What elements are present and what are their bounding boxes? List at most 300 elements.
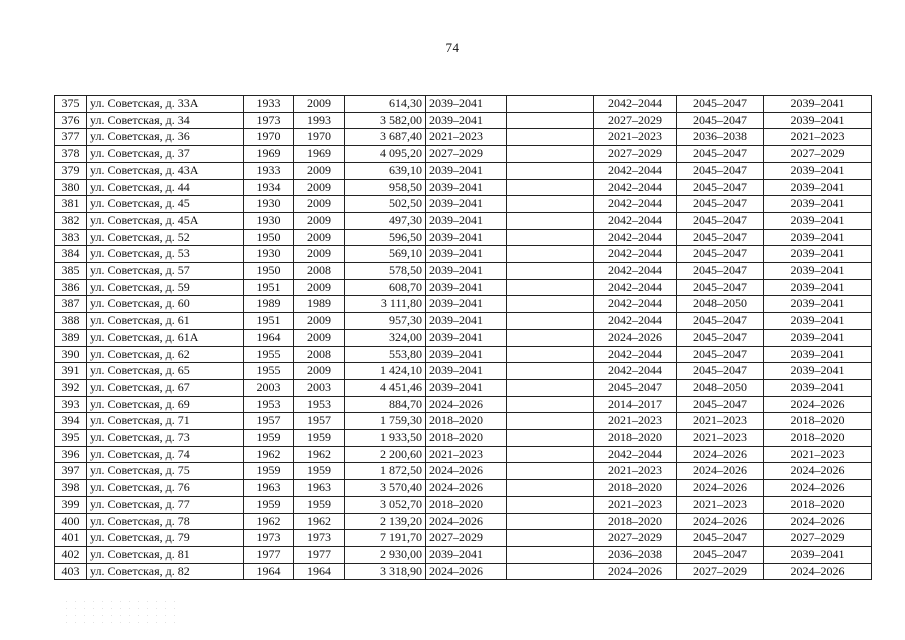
table-row (55, 296, 872, 313)
table-row (55, 313, 872, 330)
cell-period-4: 2045–2047 (677, 263, 764, 280)
cell-period-3: 2021–2023 (594, 463, 677, 480)
cell-period-3: 2042–2044 (594, 196, 677, 213)
table-row (55, 463, 872, 480)
cell-period-2 (507, 129, 594, 146)
cell-period-1: 2039–2041 (426, 279, 507, 296)
cell-period-2 (507, 146, 594, 163)
cell-area: 884,70 (345, 396, 426, 413)
cell-row-number: 399 (55, 496, 87, 513)
cell-year-overhaul: 1959 (294, 430, 345, 447)
cell-area: 502,50 (345, 196, 426, 213)
cell-period-2 (507, 196, 594, 213)
cell-year-overhaul: 1993 (294, 112, 345, 129)
cell-area: 1 424,10 (345, 363, 426, 380)
cell-period-1: 2039–2041 (426, 212, 507, 229)
table-row (55, 279, 872, 296)
cell-address: ул. Советская, д. 73 (87, 430, 244, 447)
cell-period-1: 2039–2041 (426, 296, 507, 313)
cell-address: ул. Советская, д. 61А (87, 329, 244, 346)
cell-period-5: 2039–2041 (764, 279, 872, 296)
cell-row-number: 402 (55, 546, 87, 563)
cell-period-4: 2024–2026 (677, 513, 764, 530)
cell-year-overhaul: 1953 (294, 396, 345, 413)
cell-period-4: 2045–2047 (677, 363, 764, 380)
cell-row-number: 395 (55, 430, 87, 447)
cell-area: 596,50 (345, 229, 426, 246)
cell-year-overhaul: 2009 (294, 313, 345, 330)
cell-period-3: 2014–2017 (594, 396, 677, 413)
cell-period-5: 2018–2020 (764, 413, 872, 430)
cell-row-number: 403 (55, 563, 87, 580)
cell-year-built: 1930 (244, 246, 294, 263)
cell-year-overhaul: 2009 (294, 363, 345, 380)
cell-address: ул. Советская, д. 76 (87, 480, 244, 497)
cell-period-2 (507, 112, 594, 129)
cell-period-5: 2039–2041 (764, 112, 872, 129)
cell-period-2 (507, 162, 594, 179)
cell-period-3: 2042–2044 (594, 313, 677, 330)
cell-period-5: 2024–2026 (764, 396, 872, 413)
cell-period-2 (507, 313, 594, 330)
cell-address: ул. Советская, д. 78 (87, 513, 244, 530)
cell-address: ул. Советская, д. 75 (87, 463, 244, 480)
cell-period-4: 2024–2026 (677, 463, 764, 480)
cell-year-built: 1973 (244, 112, 294, 129)
cell-period-1: 2039–2041 (426, 162, 507, 179)
cell-period-4: 2045–2047 (677, 313, 764, 330)
cell-year-overhaul: 2008 (294, 346, 345, 363)
cell-year-built: 1950 (244, 263, 294, 280)
cell-period-2 (507, 229, 594, 246)
cell-period-2 (507, 96, 594, 113)
cell-year-built: 1959 (244, 430, 294, 447)
cell-period-1: 2024–2026 (426, 396, 507, 413)
cell-period-3: 2018–2020 (594, 480, 677, 497)
cell-year-overhaul: 2009 (294, 196, 345, 213)
cell-period-5: 2039–2041 (764, 546, 872, 563)
cell-period-2 (507, 363, 594, 380)
table-row (55, 146, 872, 163)
cell-address: ул. Советская, д. 59 (87, 279, 244, 296)
cell-period-4: 2045–2047 (677, 162, 764, 179)
cell-year-overhaul: 1959 (294, 496, 345, 513)
cell-year-overhaul: 2009 (294, 96, 345, 113)
cell-period-4: 2024–2026 (677, 480, 764, 497)
cell-period-1: 2039–2041 (426, 179, 507, 196)
table-row (55, 96, 872, 113)
cell-period-1: 2027–2029 (426, 530, 507, 547)
cell-area: 1 872,50 (345, 463, 426, 480)
cell-period-1: 2039–2041 (426, 112, 507, 129)
cell-address: ул. Советская, д. 69 (87, 396, 244, 413)
cell-period-5: 2024–2026 (764, 513, 872, 530)
table-row (55, 162, 872, 179)
cell-period-4: 2045–2047 (677, 196, 764, 213)
cell-period-4: 2045–2047 (677, 229, 764, 246)
cell-row-number: 396 (55, 446, 87, 463)
cell-period-4: 2048–2050 (677, 296, 764, 313)
cell-area: 2 200,60 (345, 446, 426, 463)
cell-year-overhaul: 1969 (294, 146, 345, 163)
cell-year-overhaul: 2008 (294, 263, 345, 280)
cell-year-overhaul: 2009 (294, 162, 345, 179)
cell-year-overhaul: 1962 (294, 513, 345, 530)
cell-period-5: 2039–2041 (764, 363, 872, 380)
cell-row-number: 386 (55, 279, 87, 296)
cell-period-1: 2021–2023 (426, 129, 507, 146)
cell-address: ул. Советская, д. 37 (87, 146, 244, 163)
cell-period-1: 2021–2023 (426, 446, 507, 463)
cell-year-built: 1964 (244, 329, 294, 346)
cell-year-overhaul: 2009 (294, 179, 345, 196)
cell-period-4: 2036–2038 (677, 129, 764, 146)
cell-row-number: 400 (55, 513, 87, 530)
cell-period-1: 2039–2041 (426, 379, 507, 396)
table-row (55, 112, 872, 129)
table-row (55, 563, 872, 580)
cell-period-5: 2039–2041 (764, 196, 872, 213)
cell-row-number: 392 (55, 379, 87, 396)
cell-period-3: 2036–2038 (594, 546, 677, 563)
table-row (55, 196, 872, 213)
cell-year-built: 1964 (244, 563, 294, 580)
cell-row-number: 383 (55, 229, 87, 246)
cell-row-number: 384 (55, 246, 87, 263)
cell-year-built: 1955 (244, 346, 294, 363)
cell-period-1: 2027–2029 (426, 146, 507, 163)
cell-address: ул. Советская, д. 60 (87, 296, 244, 313)
cell-period-5: 2039–2041 (764, 263, 872, 280)
cell-row-number: 391 (55, 363, 87, 380)
table-row (55, 379, 872, 396)
cell-year-overhaul: 2009 (294, 329, 345, 346)
cell-period-2 (507, 480, 594, 497)
cell-year-overhaul: 1957 (294, 413, 345, 430)
cell-period-2 (507, 413, 594, 430)
cell-year-built: 1973 (244, 530, 294, 547)
cell-period-3: 2024–2026 (594, 329, 677, 346)
cell-period-1: 2018–2020 (426, 496, 507, 513)
cell-period-4: 2045–2047 (677, 112, 764, 129)
cell-period-3: 2042–2044 (594, 296, 677, 313)
cell-period-5: 2018–2020 (764, 430, 872, 447)
cell-period-4: 2045–2047 (677, 246, 764, 263)
cell-year-overhaul: 2009 (294, 212, 345, 229)
cell-row-number: 379 (55, 162, 87, 179)
cell-period-5: 2039–2041 (764, 96, 872, 113)
cell-period-4: 2045–2047 (677, 179, 764, 196)
cell-period-5: 2039–2041 (764, 246, 872, 263)
cell-row-number: 398 (55, 480, 87, 497)
cell-period-2 (507, 246, 594, 263)
cell-year-built: 1989 (244, 296, 294, 313)
cell-year-overhaul: 1973 (294, 530, 345, 547)
cell-period-4: 2045–2047 (677, 212, 764, 229)
cell-period-1: 2039–2041 (426, 363, 507, 380)
cell-year-overhaul: 2009 (294, 246, 345, 263)
table-row (55, 496, 872, 513)
cell-year-built: 1950 (244, 229, 294, 246)
cell-period-3: 2045–2047 (594, 379, 677, 396)
cell-area: 614,30 (345, 96, 426, 113)
cell-address: ул. Советская, д. 52 (87, 229, 244, 246)
cell-period-5: 2027–2029 (764, 146, 872, 163)
cell-period-5: 2039–2041 (764, 229, 872, 246)
cell-period-5: 2024–2026 (764, 480, 872, 497)
cell-year-built: 1930 (244, 196, 294, 213)
cell-period-1: 2018–2020 (426, 430, 507, 447)
cell-period-2 (507, 430, 594, 447)
cell-period-3: 2021–2023 (594, 413, 677, 430)
cell-area: 608,70 (345, 279, 426, 296)
cell-area: 639,10 (345, 162, 426, 179)
cell-period-2 (507, 279, 594, 296)
cell-period-4: 2021–2023 (677, 430, 764, 447)
cell-area: 497,30 (345, 212, 426, 229)
cell-area: 4 451,46 (345, 379, 426, 396)
cell-row-number: 385 (55, 263, 87, 280)
cell-period-5: 2039–2041 (764, 379, 872, 396)
cell-row-number: 388 (55, 313, 87, 330)
cell-year-built: 1934 (244, 179, 294, 196)
cell-area: 3 318,90 (345, 563, 426, 580)
cell-year-built: 1970 (244, 129, 294, 146)
cell-period-1: 2039–2041 (426, 546, 507, 563)
cell-period-2 (507, 513, 594, 530)
cell-address: ул. Советская, д. 44 (87, 179, 244, 196)
cell-period-4: 2045–2047 (677, 346, 764, 363)
cell-period-5: 2021–2023 (764, 129, 872, 146)
cell-area: 2 930,00 (345, 546, 426, 563)
cell-period-1: 2039–2041 (426, 229, 507, 246)
cell-period-4: 2045–2047 (677, 279, 764, 296)
cell-year-overhaul: 1989 (294, 296, 345, 313)
cell-address: ул. Советская, д. 36 (87, 129, 244, 146)
cell-period-1: 2024–2026 (426, 480, 507, 497)
cell-period-3: 2042–2044 (594, 363, 677, 380)
cell-year-built: 2003 (244, 379, 294, 396)
cell-period-5: 2039–2041 (764, 329, 872, 346)
cell-area: 324,00 (345, 329, 426, 346)
cell-period-1: 2018–2020 (426, 413, 507, 430)
cell-period-3: 2042–2044 (594, 212, 677, 229)
cell-year-overhaul: 1977 (294, 546, 345, 563)
cell-area: 1 759,30 (345, 413, 426, 430)
table-row (55, 129, 872, 146)
cell-period-4: 2045–2047 (677, 396, 764, 413)
cell-period-1: 2039–2041 (426, 313, 507, 330)
cell-year-built: 1962 (244, 446, 294, 463)
cell-year-overhaul: 1964 (294, 563, 345, 580)
table-row (55, 229, 872, 246)
cell-year-built: 1933 (244, 162, 294, 179)
cell-period-4: 2045–2047 (677, 329, 764, 346)
cell-period-1: 2024–2026 (426, 513, 507, 530)
cell-period-3: 2042–2044 (594, 179, 677, 196)
cell-address: ул. Советская, д. 45А (87, 212, 244, 229)
cell-address: ул. Советская, д. 81 (87, 546, 244, 563)
cell-period-5: 2039–2041 (764, 346, 872, 363)
cell-address: ул. Советская, д. 65 (87, 363, 244, 380)
cell-row-number: 376 (55, 112, 87, 129)
cell-year-overhaul: 2009 (294, 229, 345, 246)
table-row (55, 546, 872, 563)
cell-period-5: 2039–2041 (764, 296, 872, 313)
cell-period-3: 2021–2023 (594, 496, 677, 513)
table-row (55, 480, 872, 497)
cell-address: ул. Советская, д. 82 (87, 563, 244, 580)
table-row (55, 179, 872, 196)
cell-address: ул. Советская, д. 71 (87, 413, 244, 430)
cell-year-built: 1953 (244, 396, 294, 413)
table-row (55, 396, 872, 413)
cell-row-number: 377 (55, 129, 87, 146)
table-body (55, 96, 872, 580)
cell-period-2 (507, 446, 594, 463)
cell-period-3: 2042–2044 (594, 446, 677, 463)
cell-area: 7 191,70 (345, 530, 426, 547)
table-row (55, 212, 872, 229)
cell-period-3: 2042–2044 (594, 162, 677, 179)
cell-address: ул. Советская, д. 67 (87, 379, 244, 396)
cell-period-2 (507, 546, 594, 563)
cell-year-overhaul: 1959 (294, 463, 345, 480)
cell-period-3: 2027–2029 (594, 146, 677, 163)
cell-area: 3 111,80 (345, 296, 426, 313)
cell-area: 3 687,40 (345, 129, 426, 146)
cell-area: 3 570,40 (345, 480, 426, 497)
cell-period-5: 2039–2041 (764, 313, 872, 330)
cell-year-built: 1959 (244, 496, 294, 513)
table-row (55, 346, 872, 363)
cell-row-number: 375 (55, 96, 87, 113)
cell-address: ул. Советская, д. 43А (87, 162, 244, 179)
cell-period-1: 2024–2026 (426, 463, 507, 480)
table-row (55, 446, 872, 463)
cell-year-built: 1955 (244, 363, 294, 380)
table-row (55, 246, 872, 263)
cell-area: 553,80 (345, 346, 426, 363)
cell-period-4: 2021–2023 (677, 496, 764, 513)
cell-year-built: 1957 (244, 413, 294, 430)
housing-register-table (54, 95, 872, 580)
cell-year-overhaul: 1963 (294, 480, 345, 497)
cell-period-3: 2042–2044 (594, 96, 677, 113)
cell-period-5: 2018–2020 (764, 496, 872, 513)
cell-period-5: 2039–2041 (764, 212, 872, 229)
cell-area: 3 582,00 (345, 112, 426, 129)
table-row (55, 430, 872, 447)
cell-period-1: 2039–2041 (426, 329, 507, 346)
cell-period-2 (507, 379, 594, 396)
cell-address: ул. Советская, д. 77 (87, 496, 244, 513)
cell-year-built: 1951 (244, 279, 294, 296)
cell-period-2 (507, 396, 594, 413)
cell-area: 4 095,20 (345, 146, 426, 163)
cell-period-3: 2018–2020 (594, 513, 677, 530)
cell-row-number: 393 (55, 396, 87, 413)
cell-period-5: 2039–2041 (764, 179, 872, 196)
cell-period-2 (507, 346, 594, 363)
cell-address: ул. Советская, д. 74 (87, 446, 244, 463)
cell-address: ул. Советская, д. 62 (87, 346, 244, 363)
table-row (55, 513, 872, 530)
cell-year-built: 1962 (244, 513, 294, 530)
cell-area: 958,50 (345, 179, 426, 196)
page-number: 74 (445, 40, 460, 55)
cell-address: ул. Советская, д. 34 (87, 112, 244, 129)
cell-period-5: 2021–2023 (764, 446, 872, 463)
cell-period-3: 2042–2044 (594, 229, 677, 246)
cell-address: ул. Советская, д. 79 (87, 530, 244, 547)
table-row (55, 530, 872, 547)
cell-period-4: 2048–2050 (677, 379, 764, 396)
cell-area: 569,10 (345, 246, 426, 263)
cell-period-4: 2024–2026 (677, 446, 764, 463)
cell-period-3: 2024–2026 (594, 563, 677, 580)
cell-address: ул. Советская, д. 45 (87, 196, 244, 213)
cell-row-number: 381 (55, 196, 87, 213)
cell-row-number: 380 (55, 179, 87, 196)
cell-year-built: 1933 (244, 96, 294, 113)
cell-period-2 (507, 263, 594, 280)
cell-period-2 (507, 329, 594, 346)
table-row (55, 329, 872, 346)
cell-row-number: 387 (55, 296, 87, 313)
table-row (55, 413, 872, 430)
cell-period-2 (507, 496, 594, 513)
cell-period-3: 2027–2029 (594, 530, 677, 547)
cell-row-number: 382 (55, 212, 87, 229)
cell-address: ул. Советская, д. 53 (87, 246, 244, 263)
cell-area: 1 933,50 (345, 430, 426, 447)
cell-period-3: 2042–2044 (594, 279, 677, 296)
cell-period-1: 2039–2041 (426, 196, 507, 213)
cell-address: ул. Советская, д. 61 (87, 313, 244, 330)
cell-period-4: 2045–2047 (677, 146, 764, 163)
cell-row-number: 397 (55, 463, 87, 480)
cell-year-overhaul: 1962 (294, 446, 345, 463)
cell-period-3: 2042–2044 (594, 263, 677, 280)
scan-noise (62, 598, 182, 628)
cell-period-5: 2024–2026 (764, 563, 872, 580)
cell-period-1: 2024–2026 (426, 563, 507, 580)
cell-address: ул. Советская, д. 57 (87, 263, 244, 280)
cell-period-2 (507, 296, 594, 313)
cell-period-4: 2045–2047 (677, 96, 764, 113)
cell-period-4: 2021–2023 (677, 413, 764, 430)
cell-area: 2 139,20 (345, 513, 426, 530)
cell-period-3: 2021–2023 (594, 129, 677, 146)
cell-period-5: 2039–2041 (764, 162, 872, 179)
cell-period-4: 2027–2029 (677, 563, 764, 580)
cell-period-1: 2039–2041 (426, 246, 507, 263)
cell-period-4: 2045–2047 (677, 546, 764, 563)
cell-row-number: 378 (55, 146, 87, 163)
cell-period-3: 2027–2029 (594, 112, 677, 129)
cell-area: 957,30 (345, 313, 426, 330)
cell-period-3: 2042–2044 (594, 346, 677, 363)
cell-period-2 (507, 212, 594, 229)
cell-area: 578,50 (345, 263, 426, 280)
cell-row-number: 389 (55, 329, 87, 346)
cell-period-2 (507, 179, 594, 196)
cell-year-built: 1963 (244, 480, 294, 497)
table-row (55, 363, 872, 380)
cell-period-2 (507, 563, 594, 580)
cell-year-built: 1951 (244, 313, 294, 330)
